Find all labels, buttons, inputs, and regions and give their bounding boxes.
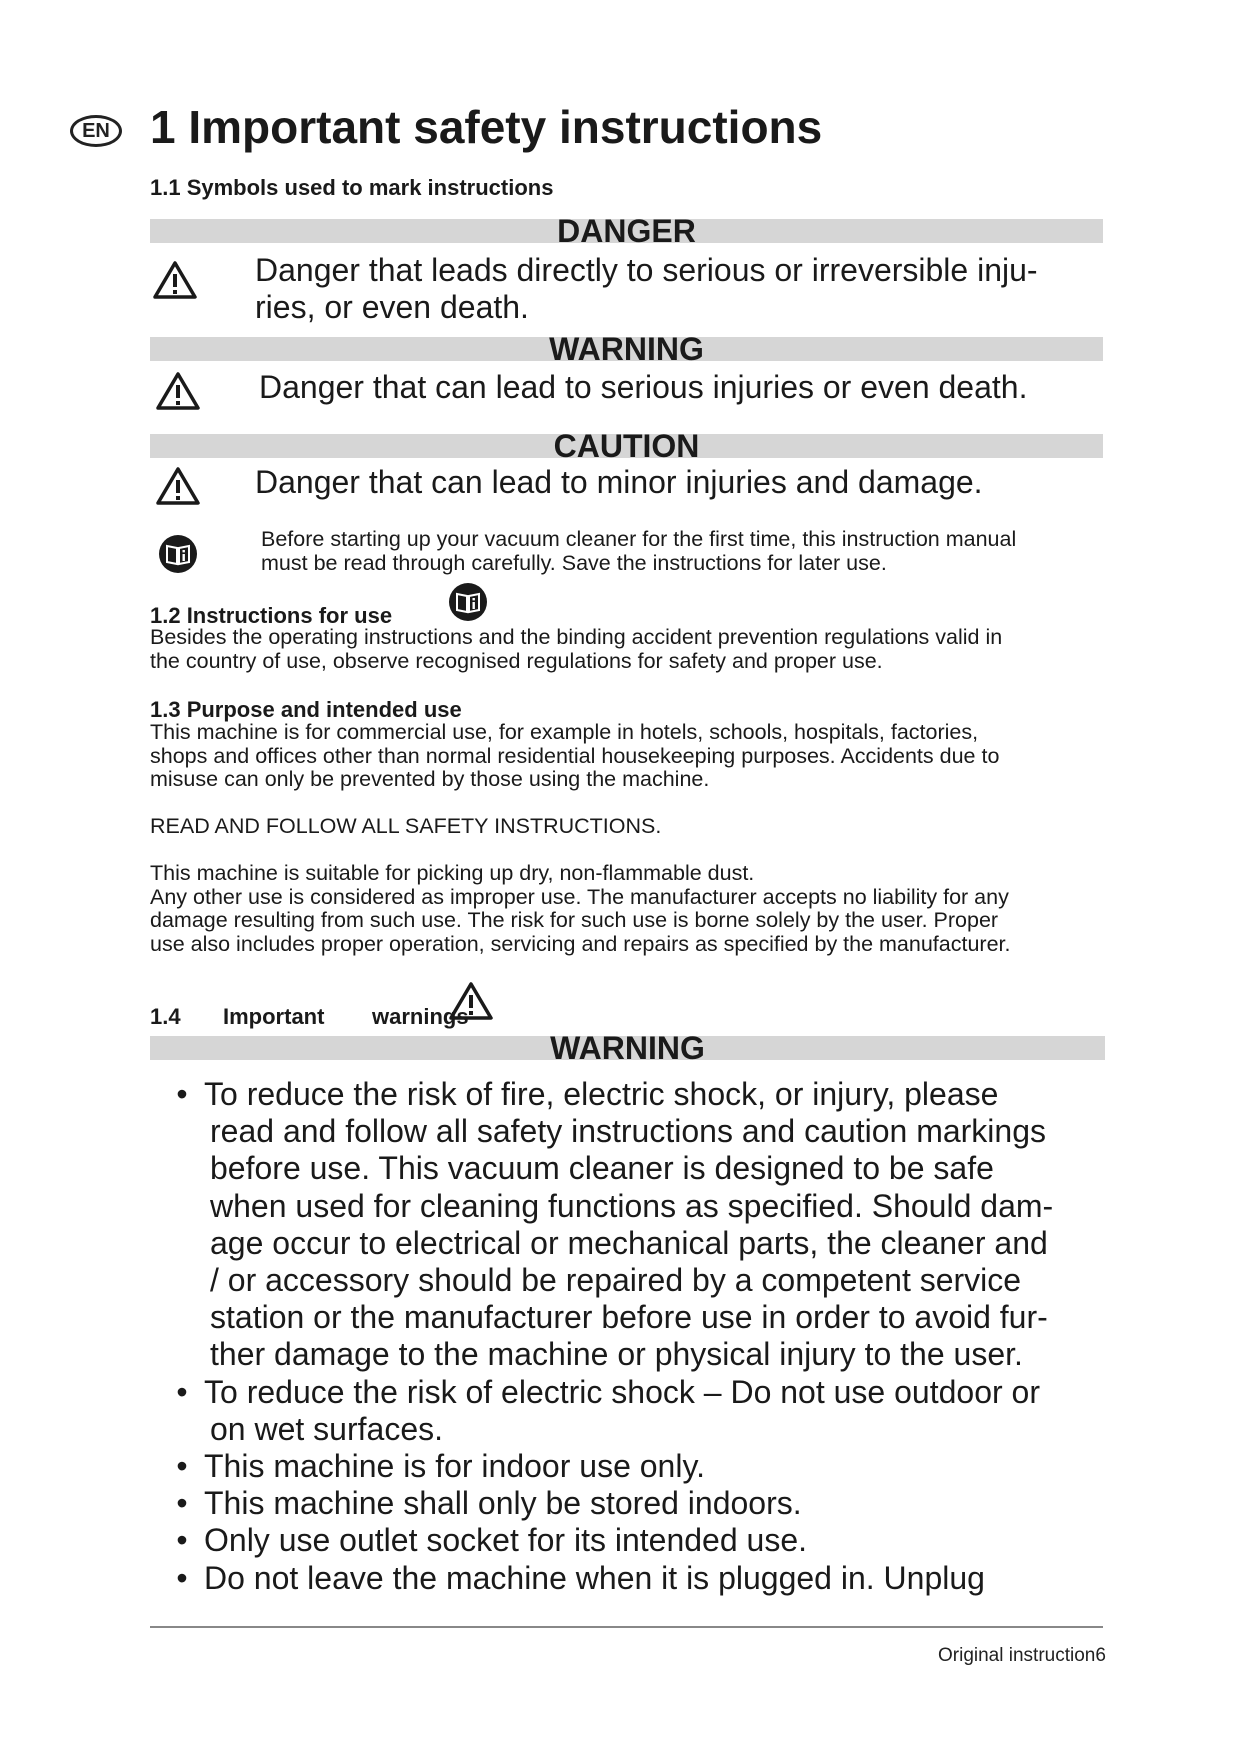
- bullet-text: / or accessory should be repaired by a competent service: [210, 1262, 1022, 1299]
- body-line: This machine is suitable for picking up dry, non-flammable dust.: [150, 861, 755, 885]
- warning-triangle-icon: [155, 466, 201, 506]
- caution-label: CAUTION: [553, 428, 700, 464]
- bullet-dot: •: [176, 1522, 188, 1559]
- list-item-continuation: [172, 1225, 1112, 1262]
- body-line: shops and offices other than normal residential housekeeping purposes. Accidents due to: [150, 743, 1000, 768]
- list-item-continuation: [172, 1150, 1112, 1187]
- bullet-dot: •: [176, 1485, 188, 1522]
- list-item-continuation: [172, 1262, 1112, 1299]
- list-item: [172, 1076, 1112, 1113]
- bullet-text: This machine shall only be stored indoors.: [204, 1485, 802, 1522]
- list-item: [172, 1485, 1112, 1522]
- section-1-2-body: [150, 626, 1002, 673]
- list-item-continuation: [172, 1299, 1112, 1336]
- list-item: [172, 1522, 1112, 1559]
- bullet-text: Do not leave the machine when it is plugged in. Unplug: [204, 1559, 985, 1596]
- body-line: the country of use, observe recognised regulations for safety and proper use.: [150, 648, 883, 673]
- bullet-text: ther damage to the machine or physical injury to the user.: [210, 1336, 1023, 1373]
- body-line: This machine is for commercial use, for example in hotels, schools, hospitals, factories,: [150, 720, 979, 744]
- bullet-dot: •: [176, 1448, 188, 1485]
- section-1-3-heading: 1.3 Purpose and intended use: [150, 697, 462, 722]
- bullet-text: This machine is for indoor use only.: [204, 1448, 705, 1485]
- section-1-3-body: [150, 721, 999, 792]
- read-manual-icon: [448, 582, 488, 622]
- bullet-dot: •: [176, 1373, 188, 1410]
- caution-text: Danger that can lead to minor injuries and damage.: [255, 464, 983, 500]
- warning-bullet-list: [172, 1076, 1112, 1597]
- bullet-text: on wet surfaces.: [210, 1410, 443, 1447]
- note-text: [261, 528, 1016, 575]
- body-line: Any other use is considered as improper use. The manufacturer accepts no liability for any: [150, 884, 1009, 909]
- danger-text-line: ries, or even death.: [255, 289, 529, 325]
- language-badge: EN: [70, 115, 122, 147]
- list-item: [172, 1448, 1112, 1485]
- bullet-text: before use. This vacuum cleaner is designed to be safe: [210, 1150, 994, 1187]
- bullet-text: station or the manufacturer before use in order to avoid fur-: [210, 1299, 1048, 1336]
- list-item: [172, 1560, 1112, 1597]
- list-item-continuation: [172, 1113, 1112, 1150]
- safety-caps-line: READ AND FOLLOW ALL SAFETY INSTRUCTIONS.: [150, 814, 662, 838]
- list-item-continuation: [172, 1411, 1112, 1448]
- warning-bar: [150, 331, 1103, 367]
- body-line: Besides the operating instructions and the binding accident prevention regulations valid in: [150, 625, 1003, 649]
- note-text-line: must be read through carefully. Save the instructions for later use.: [261, 550, 887, 575]
- warning-triangle-icon: [152, 260, 198, 300]
- danger-bar: [150, 213, 1103, 249]
- body-line: damage resulting from such use. The risk for such use is borne solely by the user. Proper: [150, 908, 999, 932]
- warning-text: Danger that can lead to serious injuries or even death.: [259, 369, 1028, 405]
- list-item-continuation: [172, 1188, 1112, 1225]
- section-1-2-heading: 1.2 Instructions for use: [150, 603, 393, 628]
- danger-label: DANGER: [557, 213, 696, 249]
- read-manual-icon: [158, 534, 198, 574]
- danger-text: [255, 252, 1038, 326]
- bullet-text: age occur to electrical or mechanical parts, the cleaner and: [210, 1224, 1048, 1261]
- warning-label: WARNING: [549, 331, 704, 367]
- page-title: 1 Important safety instructions: [150, 101, 823, 153]
- section-1-4-number: 1.4: [150, 1004, 181, 1029]
- warning-label: WARNING: [550, 1030, 705, 1066]
- body-line: use also includes proper operation, servicing and repairs as specified by the manufacturer.: [150, 931, 1011, 956]
- section-1-1-heading: 1.1 Symbols used to mark instructions: [150, 175, 554, 200]
- warning-triangle-icon: [448, 980, 494, 1022]
- bullet-text: Only use outlet socket for its intended use.: [204, 1522, 807, 1559]
- danger-text-line: Danger that leads directly to serious or irreversible inju-: [255, 252, 1038, 288]
- bullet-dot: •: [176, 1559, 188, 1596]
- list-item-continuation: [172, 1336, 1112, 1373]
- section-1-4-word: Important: [223, 1004, 325, 1029]
- warning-bar: [150, 1030, 1105, 1066]
- section-1-4-word: warnings: [372, 1004, 469, 1029]
- body-line: misuse can only be prevented by those using the machine.: [150, 767, 710, 791]
- section-1-3-body-2: [150, 862, 1010, 956]
- bullet-text: To reduce the risk of fire, electric shock, or injury, please: [204, 1076, 999, 1112]
- caution-bar: [150, 428, 1103, 464]
- footer-text: Original instruction6: [938, 1645, 1106, 1666]
- bullet-dot: •: [176, 1076, 188, 1112]
- bullet-text: when used for cleaning functions as specified. Should dam-: [210, 1187, 1054, 1224]
- footer-divider: [150, 1626, 1103, 1628]
- bullet-text: read and follow all safety instructions and caution markings: [210, 1113, 1046, 1150]
- note-text-line: Before starting up your vacuum cleaner for the first time, this instruction manual: [261, 527, 1017, 551]
- list-item: [172, 1374, 1112, 1411]
- bullet-text: To reduce the risk of electric shock – Do not use outdoor or: [204, 1373, 1040, 1410]
- warning-triangle-icon: [155, 371, 201, 411]
